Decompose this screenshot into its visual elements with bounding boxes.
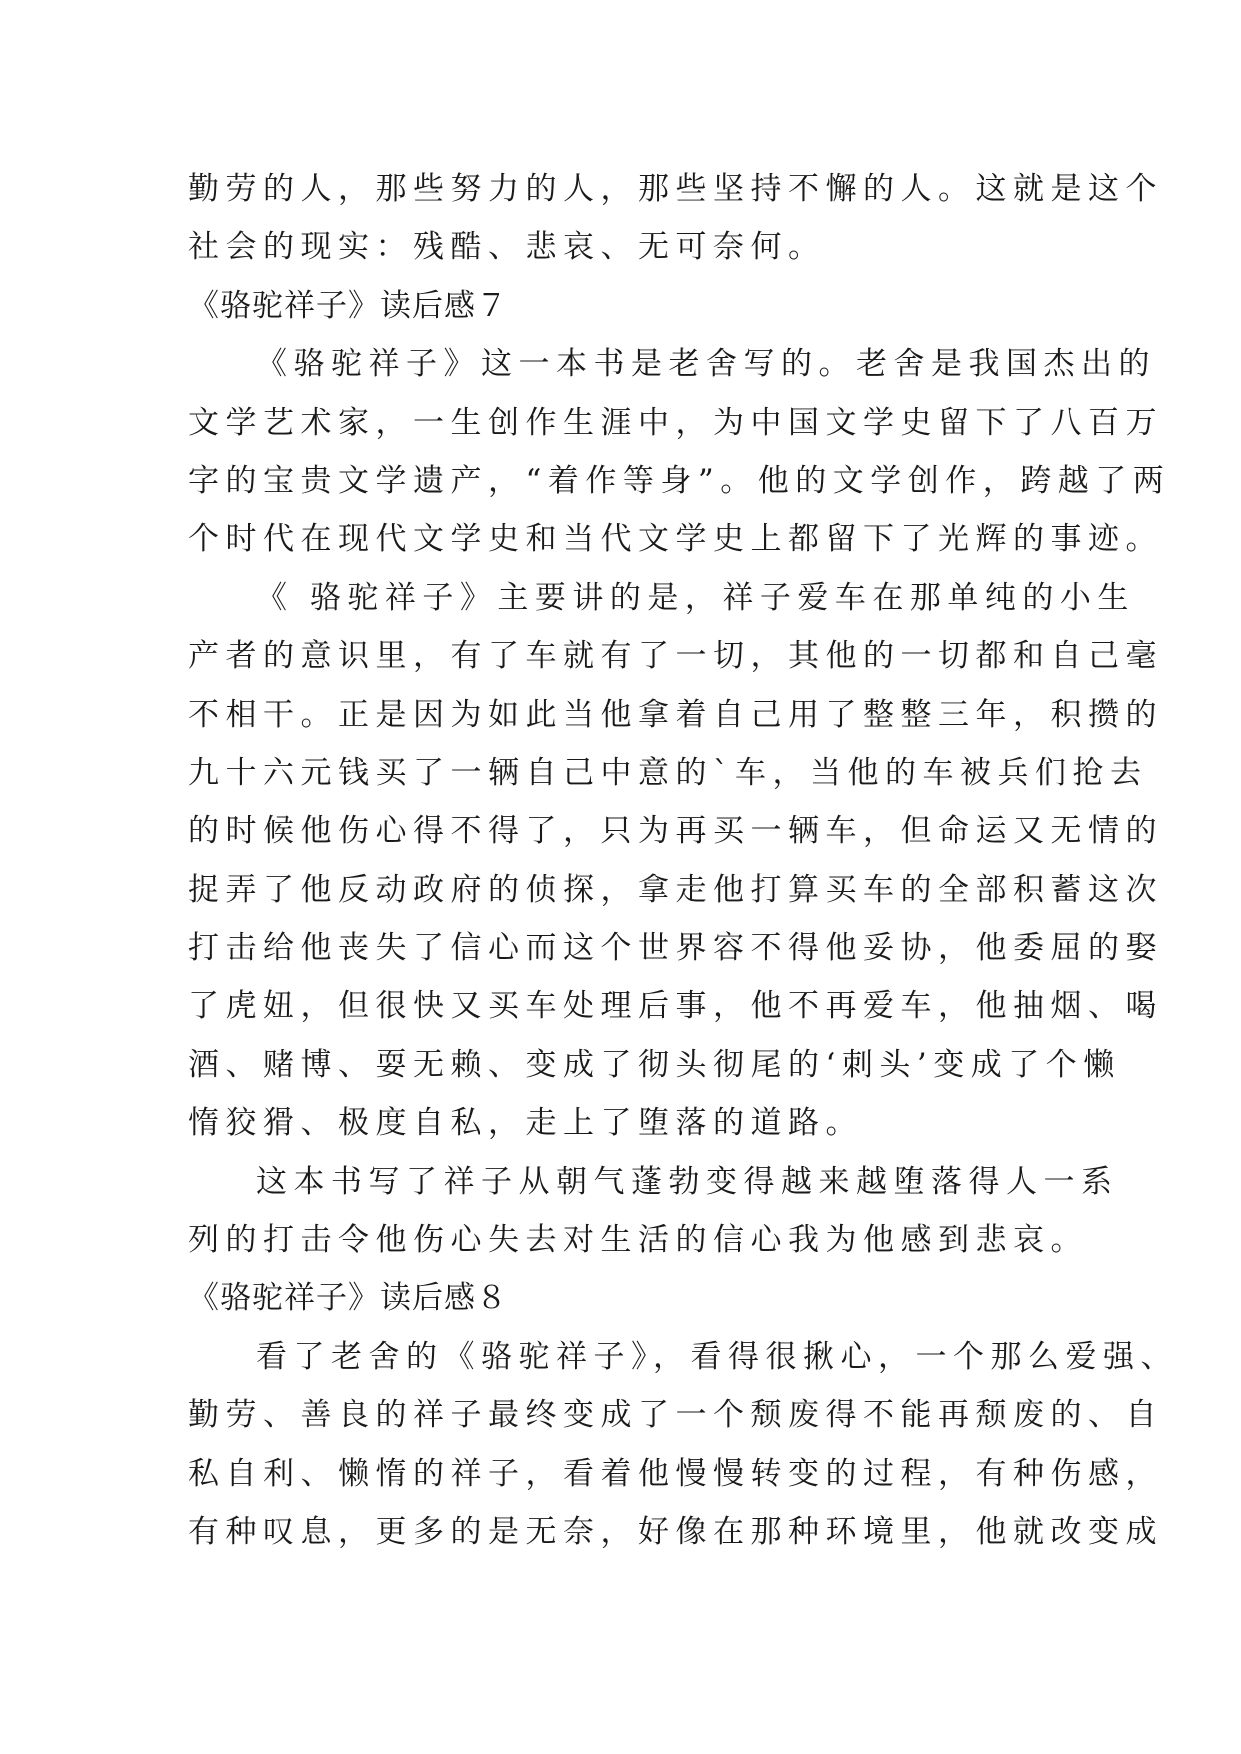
text-line: 个时代在现代文学史和当代文学史上都留下了光辉的事迹。 — [188, 521, 1163, 558]
text-line: 《 骆驼祥子》主要讲的是，祥子爱车在那单纯的小生 — [256, 579, 1135, 616]
section-heading: 《骆驼祥子》读后感７ — [188, 287, 508, 324]
text-line: 九十六元钱买了一辆自己中意的`车，当他的车被兵们抢去 — [188, 754, 1148, 791]
text-line: 字的宝贵文学遗产，“着作等身”。他的文学创作，跨越了两 — [188, 462, 1171, 499]
text-line: 了虎妞，但很快又买车处理后事，他不再爱车，他抽烟、喝 — [188, 988, 1163, 1025]
text-line: 勤劳的人，那些努力的人，那些坚持不懈的人。这就是这个 — [188, 171, 1163, 207]
text-line: 列的打击令他伤心失去对生活的信心我为他感到悲哀。 — [188, 1222, 1088, 1259]
text-line: 捉弄了他反动政府的侦探，拿走他打算买车的全部积蓄这次 — [188, 871, 1163, 908]
text-line: 产者的意识里，有了车就有了一切，其他的一切都和自己毫 — [188, 638, 1163, 675]
text-line: 酒、赌博、耍无赖、变成了彻头彻尾的‘刺头’变成了个懒 — [188, 1046, 1121, 1083]
text-line: 这本书写了祥子从朝气蓬勃变得越来越堕落得人一系 — [256, 1163, 1119, 1200]
text-line: 勤劳、善良的祥子最终变成了一个颓废得不能再颓废的、自 — [188, 1397, 1163, 1434]
text-line: 打击给他丧失了信心而这个世界容不得他妥协，他委屈的娶 — [188, 930, 1163, 967]
document-body — [188, 160, 1178, 1561]
text-line: 文学艺术家，一生创作生涯中，为中国文学史留下了八百万 — [188, 404, 1163, 441]
text-line: 《骆驼祥子》这一本书是老舍写的。老舍是我国杰出的 — [256, 346, 1156, 383]
text-line: 私自利、懒惰的祥子，看着他慢慢转变的过程，有种伤感， — [188, 1455, 1163, 1492]
text-line: 看了老舍的《骆驼祥子》，看得很揪心，一个那么爱强、 — [256, 1338, 1178, 1375]
text-line: 的时候他伤心得不得了，只为再买一辆车，但命运又无情的 — [188, 813, 1163, 850]
section-heading: 《骆驼祥子》读后感８ — [188, 1280, 508, 1317]
text-line: 惰狡猾、极度自私，走上了堕落的道路。 — [188, 1105, 863, 1142]
text-line: 不相干。正是因为如此当他拿着自己用了整整三年，积攒的 — [188, 696, 1163, 733]
text-line: 有种叹息，更多的是无奈，好像在那种环境里，他就改变成 — [188, 1513, 1163, 1550]
text-line: 社会的现实：残酷、悲哀、无可奈何。 — [188, 229, 826, 266]
